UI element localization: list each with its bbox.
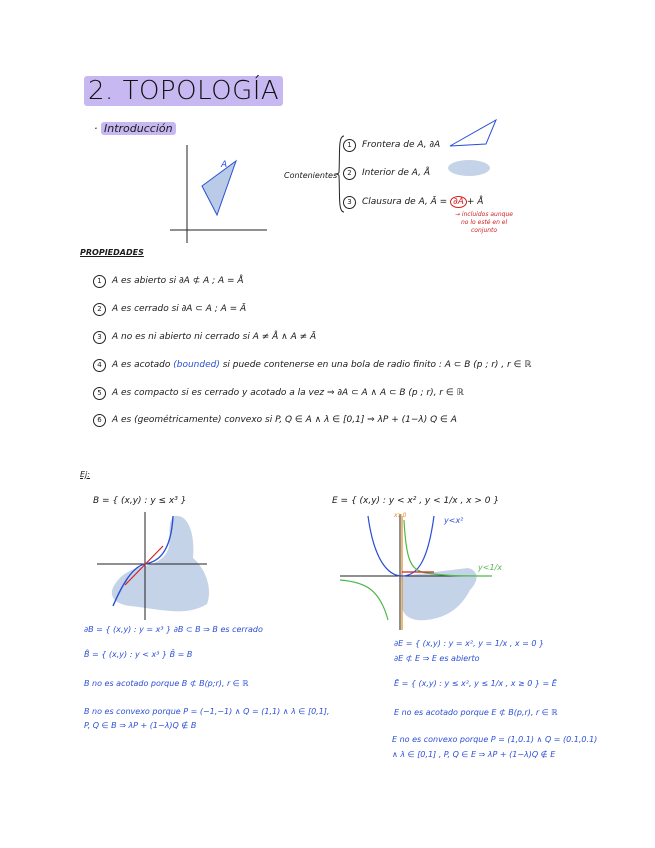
example-e-line-1: ∂E = { (x,y) : y = x², y = 1/x , x = 0 } [394,639,545,648]
intro-axes-figure [170,143,270,243]
example-e-line-4: E no es acotado porque E ⊄ B(p,r), r ∈ ℝ [394,708,558,717]
example-b-line-2: B̊ = { (x,y) : y < x³ } B̄ = B [84,650,193,659]
title-number: 2. [88,76,114,106]
propiedades-heading: PROPIEDADES [80,248,144,257]
title-highlight [84,76,283,106]
hyperbola-curve-left [340,580,388,620]
contenientes-item-1 [343,139,440,152]
item-number: 1 [343,139,356,152]
propiedad-2 [93,303,246,316]
item-text: Clausura de A, Ā = [362,197,451,207]
item-number: 4 [93,359,106,372]
item-number: 5 [93,387,106,400]
item-text-rest: + Å [466,197,484,207]
circled-boundary: ∂A [450,196,467,208]
item-text-bounded: (bounded) [173,360,220,370]
item-text: A es (geométricamente) convexo si P, Q ∈ A ∧ λ ∈ [0,1] ⇒ λP + (1−λ) Q ∈ A [112,415,457,425]
item-text: Frontera de A, ∂A [362,140,441,150]
example-e-line-3: Ē = { (x,y) : y ≤ x², y ≤ 1/x , x ≥ 0 } = Ē [394,679,557,688]
item-number: 3 [343,196,356,209]
intro-heading [94,122,176,135]
example-e-line-5: E no es convexo porque P = (1,0.1) ∧ Q = (0.1,0.1) [392,735,598,744]
interior-blob-icon [446,158,492,178]
set-a-label: A [221,160,228,170]
contenientes-note [455,211,513,235]
parabola-curve [368,516,434,576]
item-number: 3 [93,331,106,344]
item-text: Interior de A, Å [362,168,431,178]
propiedad-6 [93,414,457,427]
propiedad-1 [93,275,244,288]
propiedad-4 [93,359,531,372]
item-text: A es cerrado si ∂A ⊂ A ; A = Ā [112,304,247,314]
propiedad-3 [93,331,316,344]
item-text: A es acotado [112,360,171,370]
note-line: no lo esté en el [461,219,508,226]
item-number: 2 [93,303,106,316]
item-number: 1 [93,275,106,288]
page-title [84,76,283,106]
item-number: 2 [343,167,356,180]
item-text: si puede contenerse en una bola de radio finito : A ⊂ B (p ; r) , r ∈ ℝ [222,360,532,370]
example-b-graph [95,508,255,620]
contenientes-item-3 [343,196,483,209]
bullet: · [94,122,98,135]
axis-label-x-positive: x>0 [394,512,407,519]
item-text: A es abierto si ∂A ⊄ A ; A = Å [112,276,244,286]
item-text: A no es ni abierto ni cerrado si A ≠ Å ∧ A ≠ Ā [112,332,317,342]
curve-label-hyperbola: y<1/x [478,563,502,572]
title-text: TOPOLOGÍA [122,76,280,106]
item-text: A es compacto si es cerrado y acotado a la vez ⇒ ∂A ⊂ A ∧ A ⊂ B (p ; r), r ∈ ℝ [112,388,464,398]
example-b-line-5: P, Q ∈ B ⇒ λP + (1−λ)Q ∉ B [84,721,197,730]
propiedad-5 [93,387,464,400]
note-line: → incluidos aunque [455,211,513,218]
set-a-triangle [202,161,236,215]
example-e-line-6: ∧ λ ∈ [0,1] , P, Q ∈ E ⇒ λP + (1−λ)Q ∉ E [392,750,556,759]
note-line: conjunto [471,227,498,234]
contenientes-item-2 [343,167,430,180]
intro-label: Introducción [101,122,176,135]
contenientes-label: Contenientes [284,171,338,180]
example-b-line-3: B no es acotado porque B ⊄ B(p;r), r ∈ ℝ [84,679,249,688]
curve-label-parabola: y<x² [444,516,464,525]
example-b-line-4: B no es convexo porque P = (−1,−1) ∧ Q = (1,1) ∧ λ ∈ [0,1], [84,707,330,716]
example-b-line-1: ∂B = { (x,y) : y = x³ } ∂B ⊂ B ⇒ B es cerrado [84,625,263,634]
ejemplo-label: Ej: [80,470,90,479]
example-e-definition: E = { (x,y) : y < x² , y < 1/x , x > 0 } [332,496,500,506]
example-b-definition: B = { (x,y) : y ≤ x³ } [93,496,187,506]
frontera-triangle-icon [448,118,500,150]
item-number: 6 [93,414,106,427]
example-e-line-2: ∂E ⊄ E ⇒ E es abierto [394,654,480,663]
